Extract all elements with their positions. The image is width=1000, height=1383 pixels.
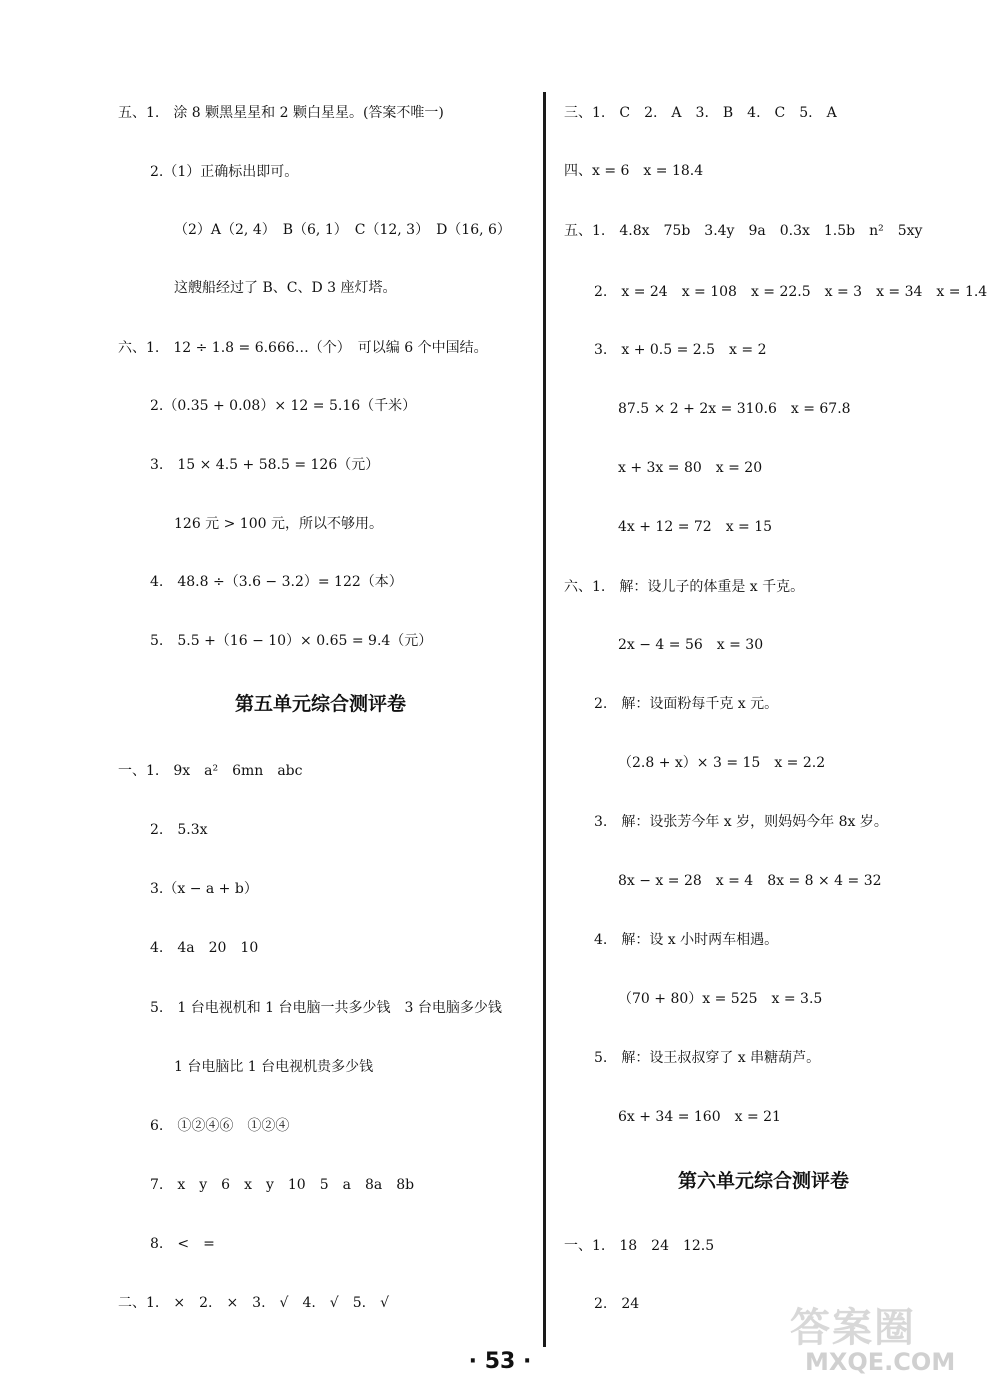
answer-line: 2.（1）正确标出即可。 <box>150 164 299 180</box>
answer-line: 三、1. C 2. A 3. B 4. C 5. A <box>564 105 837 121</box>
answer-line: （2.8 + x）× 3 = 15 x = 2.2 <box>618 755 826 771</box>
answer-line: 4. 48.8 ÷（3.6 − 3.2）= 122（本） <box>150 574 403 590</box>
answer-line: 五、1. 4.8x 75b 3.4y 9a 0.3x 1.5b n² 5xy <box>564 223 923 239</box>
answer-line: 3. 15 × 4.5 + 58.5 = 126（元） <box>150 457 380 473</box>
answer-line: 3.（x − a + b） <box>150 881 258 897</box>
answer-line: 一、1. 18 24 12.5 <box>564 1238 715 1254</box>
answer-line: 3. x + 0.5 = 2.5 x = 2 <box>594 342 767 358</box>
answer-line: 4x + 12 = 72 x = 15 <box>618 519 773 535</box>
answer-line: 这艘船经过了 B、C、D 3 座灯塔。 <box>174 280 397 296</box>
answer-line: 2.（0.35 + 0.08）× 12 = 5.16（千米） <box>150 398 417 414</box>
column-divider <box>543 92 546 1347</box>
page-number: · 53 · <box>468 1349 532 1374</box>
answer-line: 126 元 > 100 元，所以不够用。 <box>174 516 383 532</box>
answer-line: 2x − 4 = 56 x = 30 <box>618 637 764 653</box>
answer-line: 六、1. 解：设儿子的体重是 x 千克。 <box>564 579 805 595</box>
answer-line: 一、1. 9x a² 6mn abc <box>118 763 303 779</box>
answer-line: 2. 解：设面粉每千克 x 元。 <box>594 696 779 712</box>
answer-line: （2）A（2, 4） B（6, 1） C（12, 3） D（16, 6） <box>174 222 511 238</box>
section-heading: 第五单元综合测评卷 <box>235 693 407 715</box>
answer-line: 87.5 × 2 + 2x = 310.6 x = 67.8 <box>618 401 851 417</box>
answer-line: 8x − x = 28 x = 4 8x = 8 × 4 = 32 <box>618 873 882 889</box>
answer-line: 2. x = 24 x = 108 x = 22.5 x = 3 x = 34 x = 1.4 <box>594 284 988 300</box>
answer-line: 2. 5.3x <box>150 822 208 838</box>
answer-line: 5. 1 台电视机和 1 台电脑一共多少钱 3 台电脑多少钱 <box>150 1000 502 1016</box>
answer-line: 四、x = 6 x = 18.4 <box>564 163 704 179</box>
answer-line: 5. 解：设王叔叔穿了 x 串糖葫芦。 <box>594 1050 821 1066</box>
answer-line: 3. 解：设张芳今年 x 岁，则妈妈今年 8x 岁。 <box>594 814 888 830</box>
answer-line: 4. 4a 20 10 <box>150 940 259 956</box>
answer-line: 7. x y 6 x y 10 5 a 8a 8b <box>150 1177 415 1193</box>
answer-line: 2. 24 <box>594 1296 640 1312</box>
watermark-logo: 答案圈 <box>790 1305 916 1351</box>
answer-line: 六、1. 12 ÷ 1.8 = 6.666…（个） 可以编 6 个中国结。 <box>118 340 488 356</box>
answer-line: 5. 5.5 +（16 − 10）× 0.65 = 9.4（元） <box>150 633 433 649</box>
watermark-url: MXQE.COM <box>805 1348 956 1376</box>
answer-line: 二、1. × 2. × 3. √ 4. √ 5. √ <box>118 1295 390 1311</box>
answer-line: 6x + 34 = 160 x = 21 <box>618 1109 781 1125</box>
answer-line: 6. ①②④⑥ ①②④ <box>150 1118 290 1134</box>
answer-line: 五、1. 涂 8 颗黑星星和 2 颗白星星。(答案不唯一) <box>118 105 444 121</box>
section-heading: 第六单元综合测评卷 <box>678 1170 850 1192</box>
answer-line: x + 3x = 80 x = 20 <box>618 460 763 476</box>
answer-line: 8. < = <box>150 1236 215 1252</box>
answer-line: 1 台电脑比 1 台电视机贵多少钱 <box>174 1059 374 1075</box>
answer-line: 4. 解：设 x 小时两车相遇。 <box>594 932 779 948</box>
answer-line: （70 + 80）x = 525 x = 3.5 <box>618 991 823 1007</box>
